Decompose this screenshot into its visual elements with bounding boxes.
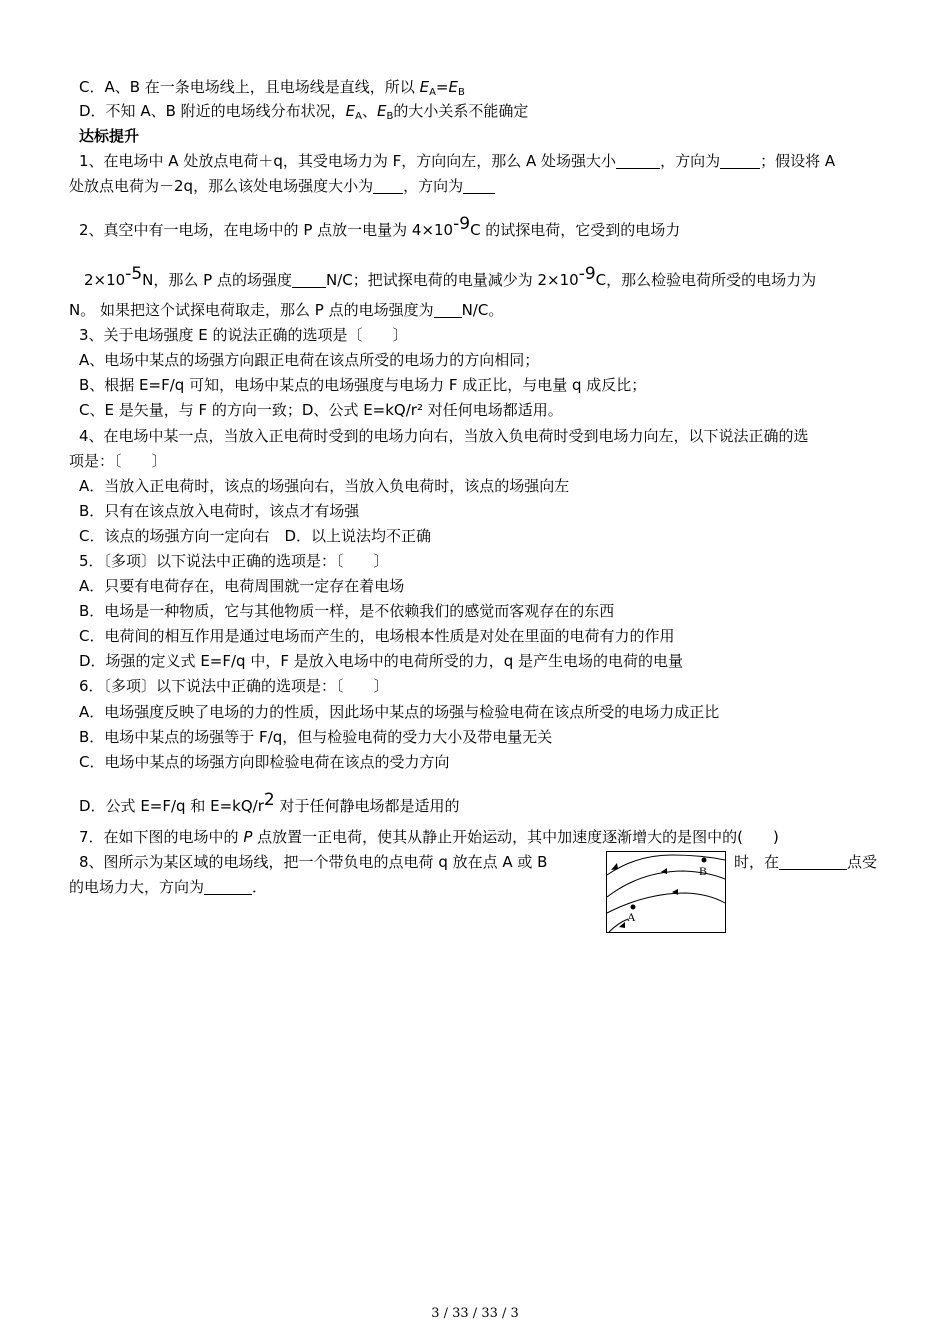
q5-option-c: C．电荷间的相互作用是通过电场而产生的，电场根本性质是对处在里面的电荷有力的作用	[79, 627, 675, 645]
q1-line2: 处放点电荷为－2q，那么该处电场强度大小为 ，方向为	[69, 176, 495, 196]
field-line-4	[609, 919, 628, 932]
q1-line1: 1、在电场中 A 处放点电荷＋q，其受电场力为 F，方向向左，那么 A 处场强大小 ，方向为 ；假设将 A	[79, 152, 836, 170]
section-title: 达标提升	[79, 127, 140, 145]
point-b-dot	[702, 858, 707, 863]
q8-line1-right: 时，在 点受	[734, 853, 878, 871]
q3-option-cd: C、E 是矢量，与 F 的方向一致；D、公式 E=kQ/r² 对任何电场都适用。	[79, 401, 563, 419]
arrow-head-1	[611, 863, 618, 870]
q2-line2: 2×10-5N，那么 P 点的场强度 N/C；把试探电荷的电量减少为 2×10-9C，那么检验电荷所受的电场力为	[84, 264, 817, 289]
q3-stem: 3、关于电场强度 E 的说法正确的选项是〔 〕	[79, 326, 408, 344]
q3-option-b: B、根据 E=F/q 可知，电场中某点的电场强度与电场力 F 成正比，与电量 q 成反比；	[79, 376, 647, 394]
field-line-3	[607, 893, 725, 913]
point-a-dot	[631, 905, 636, 910]
q3-option-a: A、电场中某点的场强方向跟正电荷在该点所受的电场力的方向相同；	[79, 351, 540, 369]
q6-stem: 6．〔多项〕以下说法中正确的选项是：〔 〕	[79, 677, 389, 695]
q4-option-b: B．只有在该点放入电荷时，该点才有场强	[79, 502, 360, 520]
q6-option-c: C．电场中某点的场强方向即检验电荷在该点的受力方向	[79, 753, 450, 771]
q2-line1: 2、真空中有一电场，在电场中的 P 点放一电量为 4×10-9C 的试探电荷，它受到的电场力	[79, 214, 681, 239]
q5-option-b: B．电场是一种物质，它与其他物质一样，是不依赖我们的感觉而客观存在的东西	[79, 602, 615, 620]
q2-line3: N。 如果把这个试探电荷取走，那么 P 点的电场强度为 N/C。	[69, 301, 504, 319]
q4-stem-line1: 4、在电场中某一点，当放入正电荷时受到的电场力向右，当放入负电荷时受到电场力向左，以下说法正确的选	[79, 427, 809, 445]
point-a-label: A	[627, 910, 636, 924]
q4-option-cd: C．该点的场强方向一定向右 D．以上说法均不正确	[79, 527, 432, 545]
point-b-label: B	[699, 864, 708, 878]
arrow-head-3	[672, 889, 678, 895]
q6-option-d: D．公式 E=F/q 和 E=kQ/r2 对于任何静电场都是适用的	[79, 790, 460, 815]
page-footer: 3 / 33 / 33 / 3	[431, 1306, 519, 1321]
q8-line2: 的电场力大，方向为 ．	[69, 878, 268, 896]
option-c-line: C．A、B 在一条电场线上，且电场线是直线，所以 $E_A=E_B$	[79, 78, 465, 98]
q4-stem-line2: 项是：〔 〕	[69, 452, 167, 470]
q5-option-d: D．场强的定义式 E=F/q 中，F 是放入电场中的电荷所受的力，q 是产生电场的电荷的电量	[79, 652, 684, 670]
q7-stem: 7．在如下图的电场中的 P 点放置一正电荷，使其从静止开始运动，其中加速度逐渐增大的是图中的( )	[79, 828, 779, 846]
q6-option-b: B．电场中某点的场强等于 F/q，但与检验电荷的受力大小及带电量无关	[79, 728, 553, 746]
q4-option-a: A．当放入正电荷时，该点的场强向右，当放入负电荷时，该点的场强向左	[79, 477, 570, 495]
q8-line1-left: 8、图所示为某区域的电场线，把一个带负电的点电荷 q 放在点 A 或 B	[79, 853, 548, 871]
option-d-line: D．不知 A、B 附近的电场线分布状况，$E_A$、$E_B$的大小关系不能确定	[79, 102, 529, 122]
q5-stem: 5．〔多项〕以下说法中正确的选项是：〔 〕	[79, 552, 389, 570]
electric-field-lines-figure	[606, 851, 726, 933]
q6-option-a: A．电场强度反映了电场的力的性质，因此场中某点的场强与检验电荷在该点所受的电场力成正比	[79, 703, 720, 721]
field-line-2	[607, 871, 725, 897]
q5-option-a: A．只要有电荷存在，电荷周围就一定存在着电场	[79, 577, 405, 595]
